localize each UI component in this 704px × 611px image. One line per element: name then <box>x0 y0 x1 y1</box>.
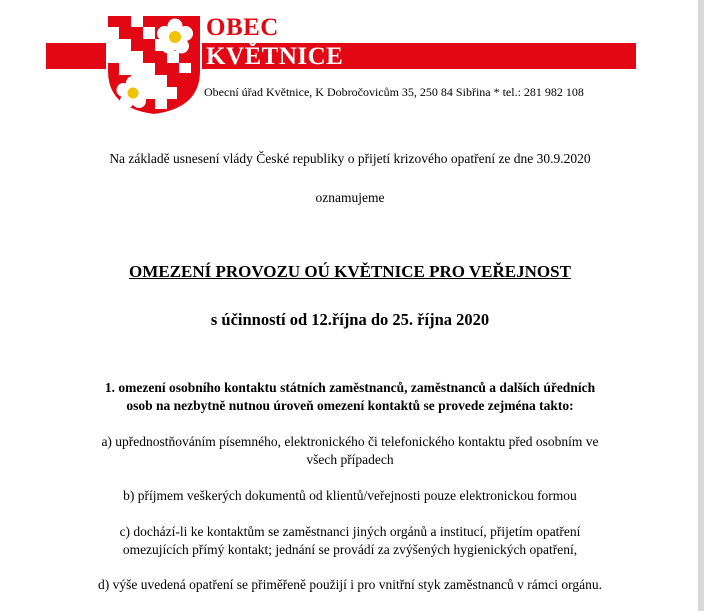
point1-line2: osob na nezbytně nutnou úroveň omezení kontaktů se provede zejména takto: <box>126 398 574 413</box>
validity-text: s účinností od 12.října do 25. října 2020 <box>210 310 490 329</box>
item-a-line1: a) upřednostňováním písemného, elektronického či telefonického kontaktu před osobním ve <box>101 434 599 449</box>
item-c-line1: c) dochází-li ke kontaktům se zaměstnanci jiných orgánů a institucí, přijetím opatření <box>119 524 581 539</box>
item-c-line2: omezujících přímý kontakt; jednání se provádí za zvýšených hygienických opatření, <box>122 542 578 557</box>
municipality-title: OBEC <box>206 14 279 41</box>
point1-line1: 1. omezení osobního kontaktu státních zaměstnanců, zaměstnanců a dalších úředních <box>104 380 596 395</box>
intro-text: Na základě usnesení vlády České republiky o přijetí krizového opatření ze dne 30.9.2020 <box>109 151 591 166</box>
municipality-name: KVĚTNICE <box>206 43 344 70</box>
page-edge-border <box>698 0 704 611</box>
announce-text: oznamujeme <box>315 190 385 205</box>
item-a-line2: všech případech <box>306 452 394 467</box>
municipality-crest-icon <box>105 13 203 117</box>
item-d-line1: d) výše uvedená opatření se přiměřeně použijí i pro vnitřní styk zaměstnanců v rámci orgánu. <box>98 577 602 592</box>
item-b-line1: b) příjmem veškerých dokumentů od klientů/veřejnosti pouze elektronickou formou <box>123 488 577 503</box>
office-address: Obecní úřad Květnice, K Dobročovicům 35, 250 84 Sibřina * tel.: 281 982 108 <box>204 85 584 99</box>
notice-heading: OMEZENÍ PROVOZU OÚ KVĚTNICE PRO VEŘEJNOST <box>129 262 571 281</box>
